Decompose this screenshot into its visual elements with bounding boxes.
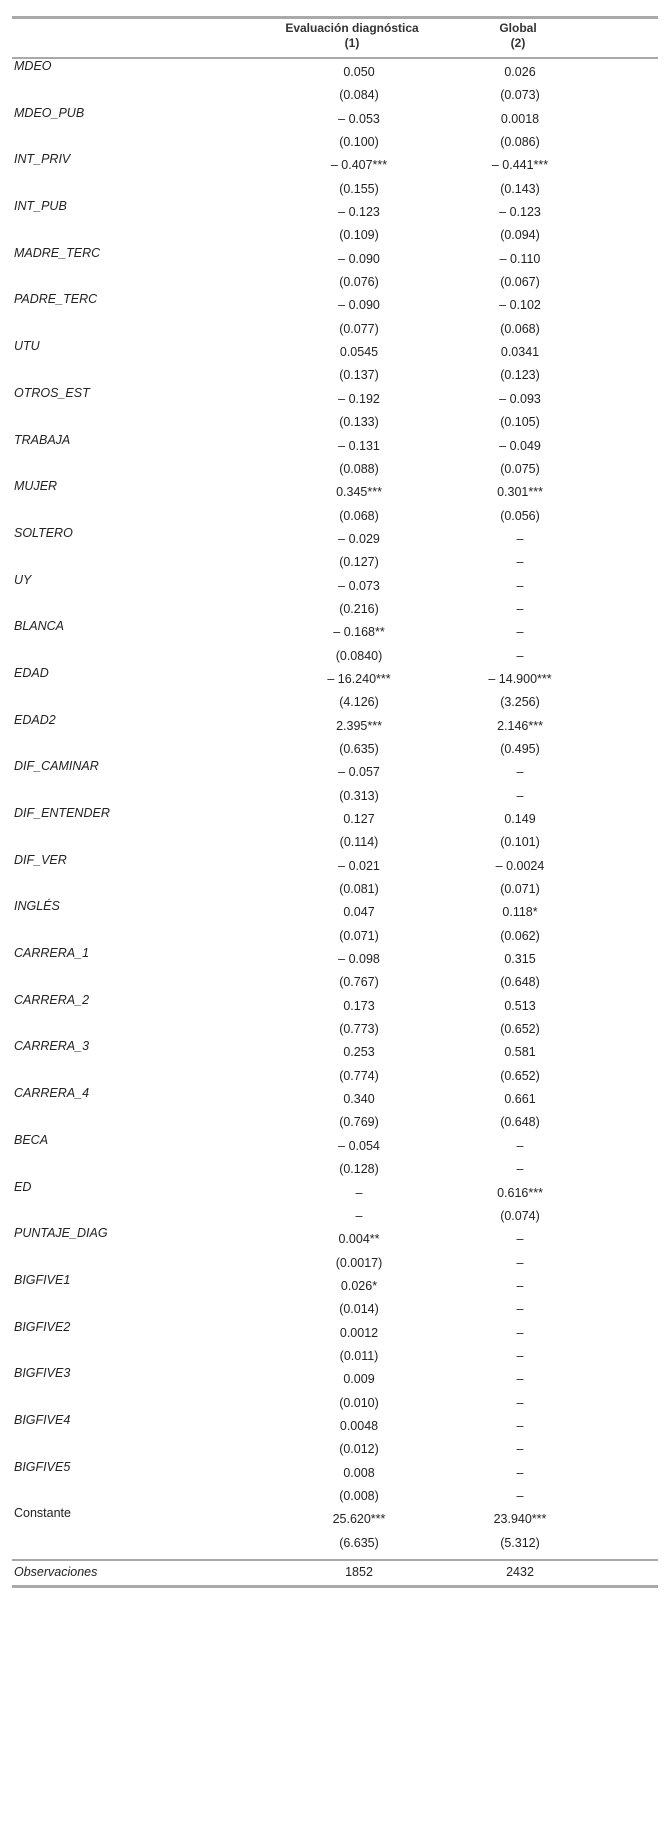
value-col2: – 0.0024 xyxy=(495,858,545,873)
table-row xyxy=(12,180,658,203)
table-row xyxy=(12,86,658,109)
value-col1: (0.011) xyxy=(339,1348,379,1363)
value-col1: 2.395*** xyxy=(336,718,382,733)
value-col2: (0.086) xyxy=(500,135,540,150)
table-row xyxy=(12,273,658,296)
row-label: PUNTAJE_DIAG xyxy=(14,1226,108,1241)
header-col1 xyxy=(279,21,425,51)
table-row xyxy=(12,927,658,950)
table-row xyxy=(12,600,658,623)
row-label: OTROS_EST xyxy=(14,385,90,400)
value-col1: 0.008 xyxy=(343,1465,375,1480)
table-row xyxy=(12,1086,658,1113)
value-col1: (0.068) xyxy=(339,508,379,523)
value-col1: – 0.029 xyxy=(338,531,380,546)
value-col1: – 0.168** xyxy=(333,625,385,640)
value-col1: (0.767) xyxy=(339,975,379,990)
table-row xyxy=(12,1487,658,1510)
table-row xyxy=(12,880,658,903)
row-label: CARRERA_3 xyxy=(14,1039,90,1054)
value-col1: 0.253 xyxy=(343,1045,375,1060)
value-col1: (0.109) xyxy=(339,228,379,243)
table-row xyxy=(12,992,658,1020)
table-row xyxy=(12,1113,658,1136)
value-col2: 0.0341 xyxy=(500,345,540,360)
value-col1: – 0.407*** xyxy=(330,158,388,173)
table-row xyxy=(12,852,658,880)
value-col1: (0.155) xyxy=(339,181,379,196)
row-label: MADRE_TERC xyxy=(14,245,101,260)
footer-rule xyxy=(12,1559,658,1561)
value-col2: 0.149 xyxy=(504,812,536,826)
table-row xyxy=(12,105,658,133)
value-col2: (0.648) xyxy=(500,1115,540,1130)
value-col1: (0.127) xyxy=(339,555,379,570)
value-col2: (5.312) xyxy=(500,1535,540,1550)
table-row xyxy=(12,1347,658,1370)
table-row xyxy=(12,199,658,226)
value-col2: (0.105) xyxy=(500,415,540,430)
value-col2: 0.026 xyxy=(504,65,536,79)
value-col2: (0.652) xyxy=(500,1068,540,1083)
value-col1: – 0.098 xyxy=(338,952,380,967)
table-row xyxy=(12,553,658,576)
value-col1: – xyxy=(355,1208,363,1223)
value-col1: – 0.131 xyxy=(338,438,380,453)
table-row xyxy=(12,1440,658,1463)
value-col2: 0.301*** xyxy=(497,485,543,500)
table-row xyxy=(12,1459,658,1487)
value-col2: – xyxy=(516,1418,524,1433)
value-col1: – xyxy=(355,1185,363,1200)
value-col2: 0.581 xyxy=(504,1045,536,1060)
row-label: INT_PUB xyxy=(14,199,67,214)
value-col1: 0.345*** xyxy=(336,485,382,500)
value-col2: (0.071) xyxy=(500,882,540,897)
value-col1: (0.008) xyxy=(339,1488,379,1503)
row-label: BIGFIVE1 xyxy=(14,1272,71,1287)
header-col2-number: (2) xyxy=(510,36,526,50)
row-label: SOLTERO xyxy=(14,525,73,540)
table-row xyxy=(12,665,658,693)
row-label: MDEO xyxy=(14,59,52,73)
value-col2: (0.073) xyxy=(500,88,540,103)
value-col2: (0.067) xyxy=(500,275,540,290)
table-body xyxy=(12,59,658,1557)
table-row xyxy=(12,432,658,460)
value-col2: (0.495) xyxy=(500,741,540,756)
value-col1: – 0.073 xyxy=(338,578,380,593)
value-col2: (0.056) xyxy=(500,508,540,523)
value-col2: (3.256) xyxy=(500,695,540,710)
table-row xyxy=(12,1039,658,1066)
value-col2: – xyxy=(516,555,524,570)
header-col1-title: Evaluación diagnóstica xyxy=(285,21,419,35)
value-col2: – xyxy=(516,1162,524,1177)
table-row xyxy=(12,712,658,740)
table-row xyxy=(12,1179,658,1207)
value-col1: 25.620*** xyxy=(332,1512,386,1527)
observations-col1: 1852 xyxy=(345,1565,373,1580)
row-label: INT_PRIV xyxy=(14,152,71,167)
value-col2: (0.101) xyxy=(500,835,540,850)
value-col1: 0.026* xyxy=(340,1278,378,1293)
table-row xyxy=(12,740,658,763)
value-col1: 0.340 xyxy=(343,1092,375,1107)
value-col1: (0.014) xyxy=(339,1302,379,1317)
table-row xyxy=(12,292,658,319)
value-col1: (0.010) xyxy=(339,1395,379,1410)
value-col2: – xyxy=(516,1348,524,1363)
table-row xyxy=(12,133,658,156)
table-row xyxy=(12,1160,658,1183)
value-col2: – 0.123 xyxy=(499,205,541,220)
value-col1: (0.133) xyxy=(339,415,379,430)
value-col1: (0.773) xyxy=(339,1022,379,1037)
value-col2: – xyxy=(516,1442,524,1457)
bottom-rule xyxy=(12,1585,658,1588)
value-col1: 0.004** xyxy=(338,1232,380,1247)
table-row xyxy=(12,320,658,343)
table-row xyxy=(12,1207,658,1230)
table-row xyxy=(12,759,658,786)
value-col2: – 14.900*** xyxy=(488,671,552,686)
value-col1: (0.313) xyxy=(339,788,379,803)
row-label: EDAD xyxy=(14,665,49,680)
table-row xyxy=(12,59,658,86)
row-label: TRABAJA xyxy=(14,432,71,447)
table-row xyxy=(12,479,658,506)
row-label: MUJER xyxy=(14,479,58,494)
row-label: MDEO_PUB xyxy=(14,105,85,120)
value-col1: 0.050 xyxy=(343,65,375,79)
table-row xyxy=(12,460,658,483)
value-col1: 0.047 xyxy=(343,905,375,920)
table-row xyxy=(12,1534,658,1557)
value-col1: (0.774) xyxy=(339,1068,379,1083)
value-col2: 0.315 xyxy=(504,952,536,967)
value-col1: (0.635) xyxy=(339,741,379,756)
table-row xyxy=(12,647,658,670)
table-row xyxy=(12,413,658,436)
row-label: INGLÉS xyxy=(14,899,60,914)
top-rule xyxy=(12,16,658,19)
value-col1: (0.0840) xyxy=(335,648,383,663)
table-row xyxy=(12,1272,658,1300)
value-col2: 0.616*** xyxy=(497,1185,543,1200)
header-col2 xyxy=(454,21,582,51)
value-col2: – xyxy=(516,578,524,593)
value-col2: – 0.441*** xyxy=(491,158,549,173)
table-row xyxy=(12,833,658,856)
value-col1: – 0.054 xyxy=(338,1138,380,1153)
value-col1: (6.635) xyxy=(339,1535,379,1550)
table-row xyxy=(12,226,658,249)
value-col2: 0.0018 xyxy=(500,111,540,126)
value-col2: (0.123) xyxy=(500,368,540,383)
table-row xyxy=(12,693,658,716)
row-label: UY xyxy=(14,572,32,587)
value-col1: – 0.192 xyxy=(338,391,380,406)
table-row xyxy=(12,152,658,179)
value-col2: (0.075) xyxy=(500,461,540,476)
value-col2: – xyxy=(516,1465,524,1480)
row-label: BECA xyxy=(14,1132,49,1147)
value-col1: (0.012) xyxy=(339,1442,379,1457)
table-row xyxy=(12,1366,658,1393)
table-row xyxy=(12,366,658,389)
value-col1: – 16.240*** xyxy=(327,671,391,686)
value-col2: (0.074) xyxy=(500,1208,540,1223)
header-col2-title: Global xyxy=(499,21,537,35)
table-row xyxy=(12,806,658,833)
value-col1: – 0.021 xyxy=(338,858,380,873)
value-col1: (4.126) xyxy=(339,695,379,710)
value-col2: 23.940*** xyxy=(493,1512,547,1527)
value-col2: – 0.093 xyxy=(499,391,541,406)
header-col1-number: (1) xyxy=(344,36,360,50)
value-col1: – 0.123 xyxy=(338,205,380,220)
row-label: CARRERA_1 xyxy=(14,946,90,961)
table-row xyxy=(12,1020,658,1043)
value-col2: – xyxy=(516,625,524,640)
value-col2: (0.143) xyxy=(500,181,540,196)
table-row xyxy=(12,899,658,926)
row-label: DIF_ENTENDER xyxy=(14,806,110,820)
row-label: PADRE_TERC xyxy=(14,292,98,307)
row-label: DIF_VER xyxy=(14,852,67,867)
table-row xyxy=(12,525,658,553)
header-rule xyxy=(12,57,658,59)
value-col1: 0.0012 xyxy=(339,1325,379,1340)
value-col1: 0.127 xyxy=(343,812,375,826)
value-col2: – xyxy=(516,788,524,803)
row-label: CARRERA_2 xyxy=(14,992,90,1007)
row-label: BIGFIVE2 xyxy=(14,1319,71,1334)
row-label: EDAD2 xyxy=(14,712,56,727)
row-label: ED xyxy=(14,1179,32,1194)
table-row xyxy=(12,619,658,646)
table-row xyxy=(12,1067,658,1090)
value-col2: – 0.110 xyxy=(499,251,541,266)
value-col2: 0.513 xyxy=(504,998,536,1013)
table-row xyxy=(12,1319,658,1347)
value-col1: 0.009 xyxy=(343,1372,375,1387)
value-col2: – xyxy=(516,1255,524,1270)
value-col1: (0.137) xyxy=(339,368,379,383)
value-col1: – 0.053 xyxy=(338,111,380,126)
value-col1: (0.077) xyxy=(339,321,379,336)
value-col1: 0.0545 xyxy=(339,345,379,360)
table-row xyxy=(12,973,658,996)
table-row xyxy=(12,1506,658,1533)
value-col2: – 0.102 xyxy=(499,298,541,313)
value-col1: (0.114) xyxy=(339,835,379,850)
value-col2: – xyxy=(516,765,524,780)
table-row xyxy=(12,245,658,273)
value-col2: – xyxy=(516,1395,524,1410)
row-label: BIGFIVE3 xyxy=(14,1366,71,1381)
value-col2: – 0.049 xyxy=(499,438,541,453)
value-col2: – xyxy=(516,1372,524,1387)
value-col1: (0.128) xyxy=(339,1162,379,1177)
row-label: BIGFIVE5 xyxy=(14,1459,71,1474)
value-col1: 0.0048 xyxy=(339,1418,379,1433)
value-col2: (0.652) xyxy=(500,1022,540,1037)
table-row xyxy=(12,1394,658,1417)
table-row xyxy=(12,507,658,530)
observations-col2: 2432 xyxy=(506,1565,534,1580)
value-col2: – xyxy=(516,531,524,546)
value-col2: (0.068) xyxy=(500,321,540,336)
observations-label: Observaciones xyxy=(14,1565,98,1580)
value-col1: (0.071) xyxy=(339,928,379,943)
value-col2: – xyxy=(516,1138,524,1153)
value-col1: (0.769) xyxy=(339,1115,379,1130)
value-col2: – xyxy=(516,1302,524,1317)
row-label: DIF_CAMINAR xyxy=(14,759,99,774)
table-header xyxy=(12,21,658,57)
row-label: CARRERA_4 xyxy=(14,1086,90,1101)
value-col2: – xyxy=(516,1278,524,1293)
table-row xyxy=(12,572,658,600)
value-col1: – 0.090 xyxy=(338,298,380,313)
value-col1: (0.076) xyxy=(339,275,379,290)
row-label: BIGFIVE4 xyxy=(14,1412,71,1427)
value-col2: – xyxy=(516,601,524,616)
value-col1: (0.088) xyxy=(339,461,379,476)
table-row xyxy=(12,1226,658,1253)
table-row xyxy=(12,1412,658,1440)
table-row xyxy=(12,1254,658,1277)
row-label: BLANCA xyxy=(14,619,65,634)
value-col2: (0.062) xyxy=(500,928,540,943)
value-col2: 0.118* xyxy=(502,905,538,920)
table-row xyxy=(12,946,658,973)
value-col2: – xyxy=(516,1488,524,1503)
value-col1: 0.173 xyxy=(343,998,375,1013)
value-col1: (0.100) xyxy=(339,135,379,150)
table-row xyxy=(12,1132,658,1160)
row-label: Constante xyxy=(14,1506,71,1521)
value-col2: – xyxy=(516,648,524,663)
value-col2: – xyxy=(516,1232,524,1247)
value-col1: – 0.057 xyxy=(338,765,380,780)
table-row xyxy=(12,1300,658,1323)
value-col2: – xyxy=(516,1325,524,1340)
table-row xyxy=(12,339,658,366)
value-col2: (0.094) xyxy=(500,228,540,243)
value-col1: (0.081) xyxy=(339,882,379,897)
value-col1: (0.0017) xyxy=(335,1255,383,1270)
value-col1: (0.216) xyxy=(339,601,379,616)
value-col1: (0.084) xyxy=(339,88,379,103)
value-col2: (0.648) xyxy=(500,975,540,990)
value-col2: 0.661 xyxy=(504,1092,536,1107)
value-col2: 2.146*** xyxy=(497,718,543,733)
row-label: UTU xyxy=(14,339,40,354)
value-col1: – 0.090 xyxy=(338,251,380,266)
table-row xyxy=(12,385,658,413)
